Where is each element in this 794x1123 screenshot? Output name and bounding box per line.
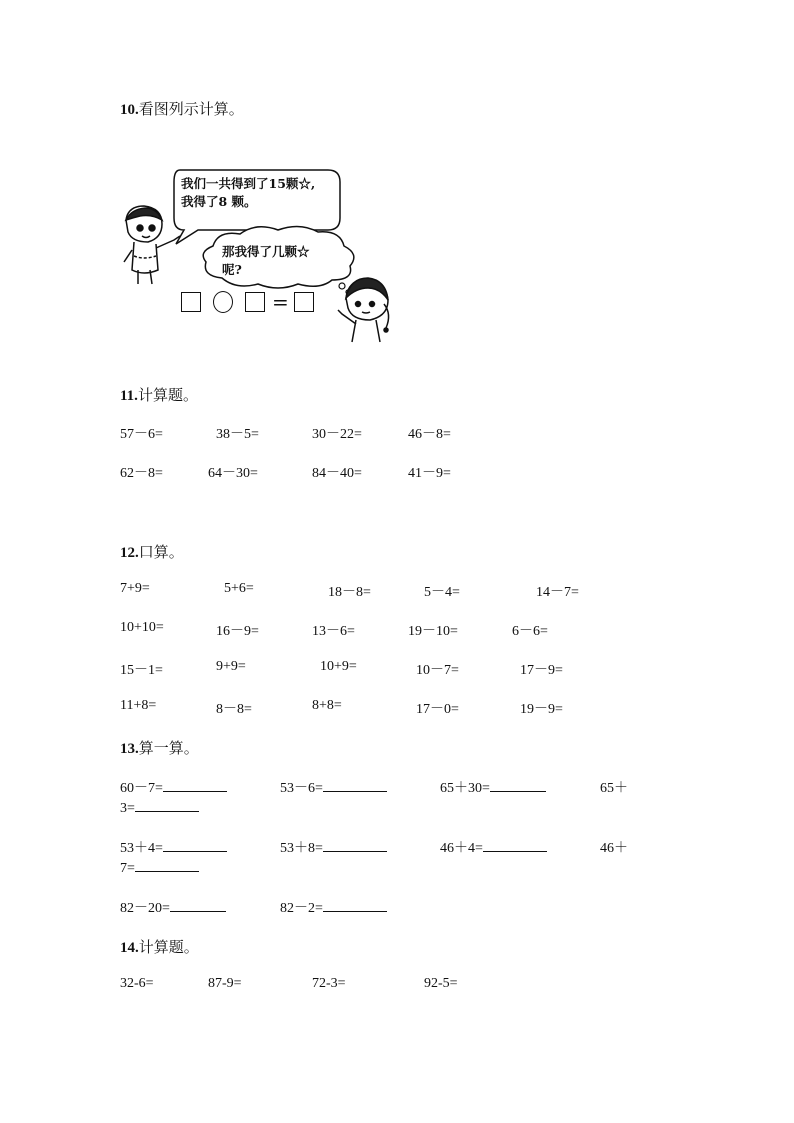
answer-blank[interactable] (135, 799, 199, 812)
q12-item: 10+9= (320, 659, 357, 674)
q12-item: 8+8= (312, 698, 342, 713)
q14-item: 87-9= (208, 976, 242, 991)
q13-item: 3= (120, 799, 199, 817)
q12-item: 5+6= (224, 581, 254, 596)
q12-item: 17－0= (416, 702, 459, 717)
q12-item: 18－8= (328, 585, 371, 600)
question-10-number: 10. (120, 102, 139, 118)
q11-item: 64－30= (208, 466, 258, 481)
q13-item: 65＋30= (440, 777, 546, 797)
question-14-text: 计算题。 (138, 938, 199, 956)
question-11-text: 计算题。 (137, 386, 198, 404)
q11-item: 46－8= (408, 427, 451, 442)
q13-item: 46＋ (600, 841, 628, 856)
q13-item: 53＋4= (120, 837, 227, 857)
q12-item: 19－9= (520, 702, 563, 717)
q12-item: 7+9= (120, 581, 150, 596)
question-10-text: 看图列示计算。 (138, 100, 244, 118)
q11-item: 41－9= (408, 466, 451, 481)
q12-item: 15－1= (120, 663, 163, 678)
answer-box-3[interactable] (294, 292, 314, 312)
q13-item: 46＋4= (440, 837, 547, 857)
q12-item: 19－10= (408, 624, 458, 639)
q13-item: 82－2= (280, 897, 387, 917)
q11-item: 57－6= (120, 427, 163, 442)
q12-item: 16－9= (216, 624, 259, 639)
boy-figure (124, 206, 180, 284)
answer-box-2[interactable] (245, 292, 265, 312)
question-11-number: 11. (120, 388, 138, 404)
girl-figure (338, 278, 389, 342)
question-10-title (120, 98, 244, 119)
equals-sign: = (272, 290, 289, 314)
answer-blank[interactable] (323, 839, 387, 852)
q11-item: 38－5= (216, 427, 259, 442)
q14-item: 72-3= (312, 976, 346, 991)
q12-item: 6－6= (512, 624, 548, 639)
q12-item: 17－9= (520, 663, 563, 678)
answer-blank[interactable] (490, 779, 546, 792)
question-13-title (120, 737, 199, 758)
bubble-2-line-2: 呢? (222, 262, 242, 277)
question-13-number: 13. (120, 741, 139, 757)
answer-blank[interactable] (323, 899, 387, 912)
q12-item: 10+10= (120, 620, 164, 635)
question-14-number: 14. (120, 940, 139, 956)
answer-blank[interactable] (170, 899, 226, 912)
q14-item: 32-6= (120, 976, 154, 991)
q12-item: 9+9= (216, 659, 246, 674)
question-12-title (120, 541, 184, 562)
q14-item: 92-5= (424, 976, 458, 991)
q13-item: 65＋ (600, 781, 628, 796)
answer-box-1[interactable] (181, 292, 201, 312)
answer-blank[interactable] (163, 779, 227, 792)
answer-blank[interactable] (483, 839, 547, 852)
q11-item: 30－22= (312, 427, 362, 442)
q12-item: 5－4= (424, 585, 460, 600)
bubble-1-line-1: 我们一共得到了15颗☆, (181, 176, 316, 191)
q12-item: 13－6= (312, 624, 355, 639)
operator-circle[interactable] (213, 291, 233, 313)
q13-item: 53－6= (280, 777, 387, 797)
q12-item: 14－7= (536, 585, 579, 600)
q12-item: 11+8= (120, 698, 157, 713)
q13-item: 60－7= (120, 777, 227, 797)
question-13-text: 算一算。 (138, 739, 199, 757)
q11-item: 84－40= (312, 466, 362, 481)
question-11-title (120, 384, 198, 405)
answer-blank[interactable] (323, 779, 387, 792)
q13-item: 82－20= (120, 897, 226, 917)
q13-item: 53＋8= (280, 837, 387, 857)
q13-item: 7= (120, 859, 199, 877)
answer-blank[interactable] (135, 859, 199, 872)
bubble-1-line-2: 我得了8 颗。 (181, 194, 257, 209)
q12-item: 10－7= (416, 663, 459, 678)
q11-item: 62－8= (120, 466, 163, 481)
q12-item: 8－8= (216, 702, 252, 717)
question-12-number: 12. (120, 545, 139, 561)
answer-blank[interactable] (163, 839, 227, 852)
bubble-2-line-1: 那我得了几颗☆ (222, 244, 310, 259)
question-14-title (120, 936, 199, 957)
question-12-text: 口算。 (138, 543, 184, 561)
